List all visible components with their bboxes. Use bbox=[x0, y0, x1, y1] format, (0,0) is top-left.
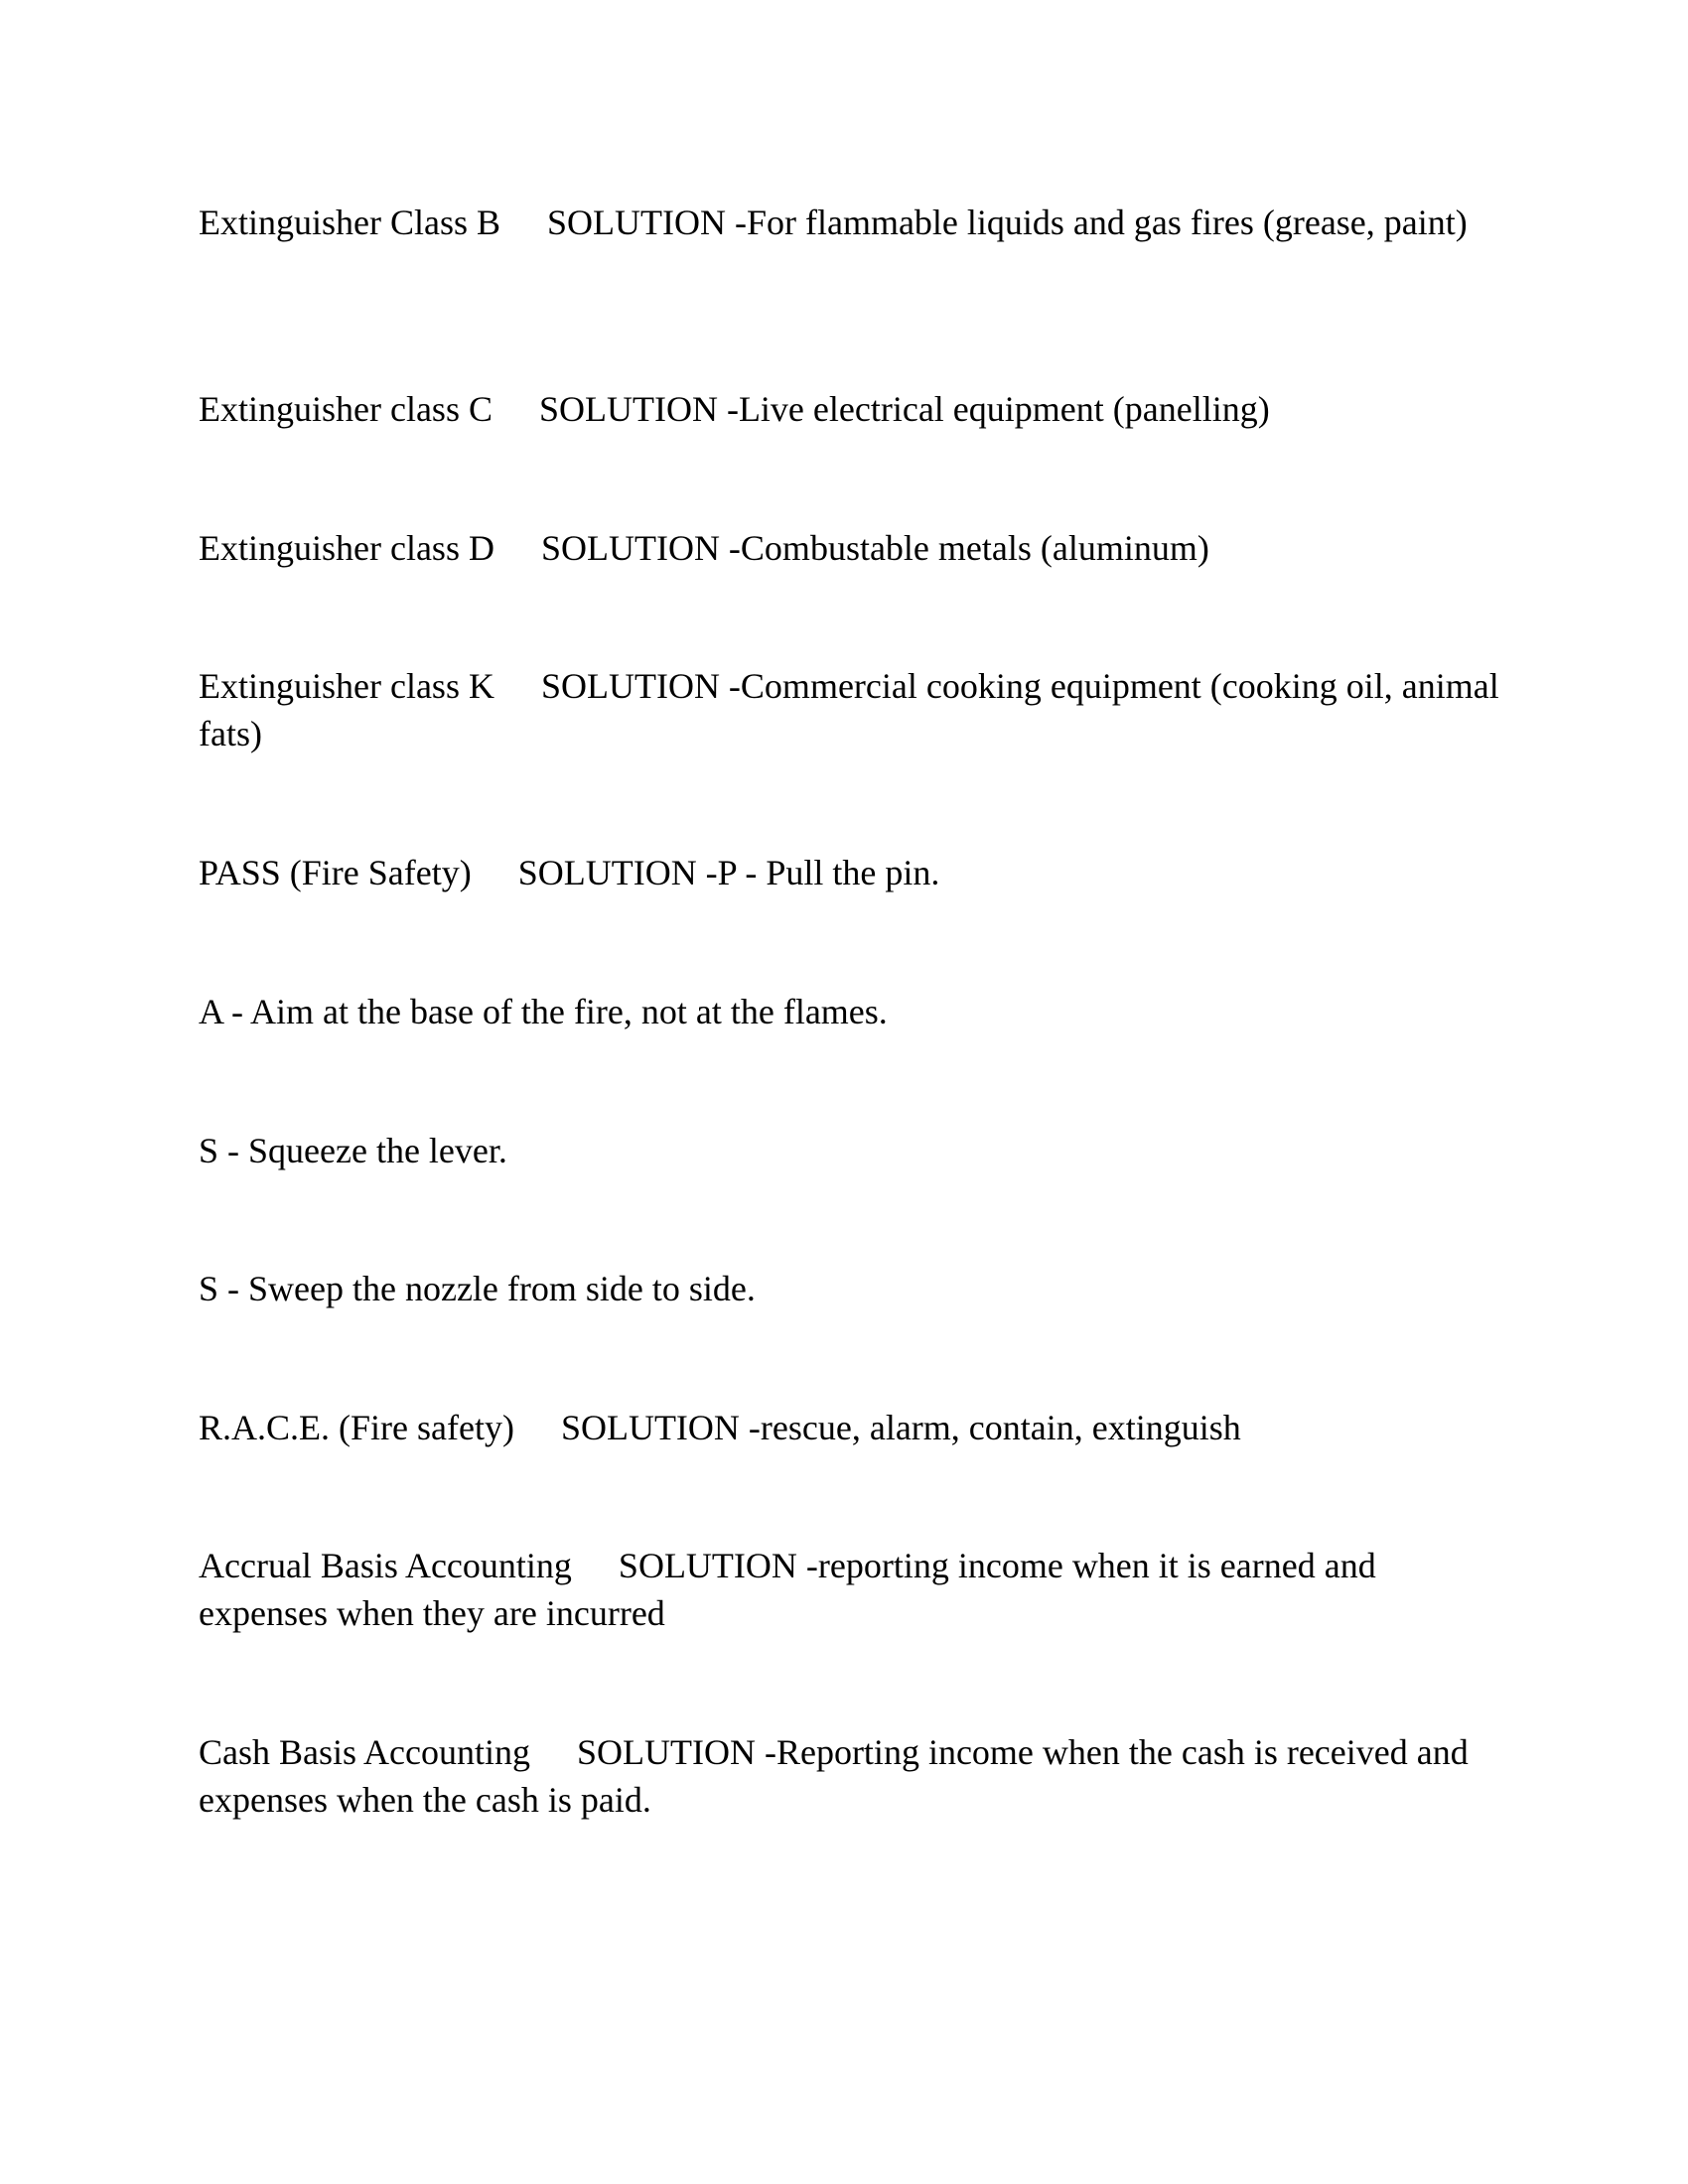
entry-term: Extinguisher class D bbox=[199, 528, 494, 568]
entry-answer: SOLUTION -Combustable metals (aluminum) bbox=[540, 528, 1209, 568]
entry-extinguisher-class-k bbox=[199, 662, 1509, 757]
entry-answer: SOLUTION -reporting income when it is earned and expenses when they are incurred bbox=[199, 1546, 1376, 1633]
entry-term: Extinguisher class C bbox=[199, 389, 492, 429]
entry-pass-fire-safety bbox=[199, 849, 1509, 896]
entry-answer: SOLUTION -Reporting income when the cash is received and expenses when the cash is paid. bbox=[199, 1732, 1469, 1820]
entry-extinguisher-class-c bbox=[199, 385, 1509, 433]
entry-race-fire-safety bbox=[199, 1404, 1509, 1451]
entry-cash-basis-accounting bbox=[199, 1728, 1509, 1824]
entry-extinguisher-class-b bbox=[199, 199, 1509, 246]
entry-accrual-basis-accounting bbox=[199, 1542, 1509, 1637]
entry-pass-sweep bbox=[199, 1265, 1509, 1312]
entry-text: S - Squeeze the lever. bbox=[199, 1131, 507, 1170]
entry-pass-aim bbox=[199, 988, 1509, 1035]
entry-text: A - Aim at the base of the fire, not at the flames. bbox=[199, 992, 888, 1031]
entry-answer: SOLUTION -rescue, alarm, contain, extinguish bbox=[560, 1408, 1241, 1447]
entry-extinguisher-class-d bbox=[199, 524, 1509, 572]
entry-term: R.A.C.E. (Fire safety) bbox=[199, 1408, 514, 1447]
entry-answer: SOLUTION -Live electrical equipment (panelling) bbox=[538, 389, 1270, 429]
entry-term: Extinguisher class K bbox=[199, 666, 494, 706]
entry-answer: SOLUTION -Commercial cooking equipment (cooking oil, animal fats) bbox=[199, 666, 1499, 753]
entry-term: PASS (Fire Safety) bbox=[199, 853, 472, 892]
entry-term: Accrual Basis Accounting bbox=[199, 1546, 572, 1585]
entry-answer: SOLUTION -P - Pull the pin. bbox=[517, 853, 940, 892]
entry-pass-squeeze bbox=[199, 1127, 1509, 1174]
entry-term: Cash Basis Accounting bbox=[199, 1732, 530, 1772]
entry-text: S - Sweep the nozzle from side to side. bbox=[199, 1269, 756, 1308]
entry-answer: SOLUTION -For flammable liquids and gas fires (grease, paint) bbox=[547, 203, 1468, 242]
entry-term: Extinguisher Class B bbox=[199, 203, 500, 242]
